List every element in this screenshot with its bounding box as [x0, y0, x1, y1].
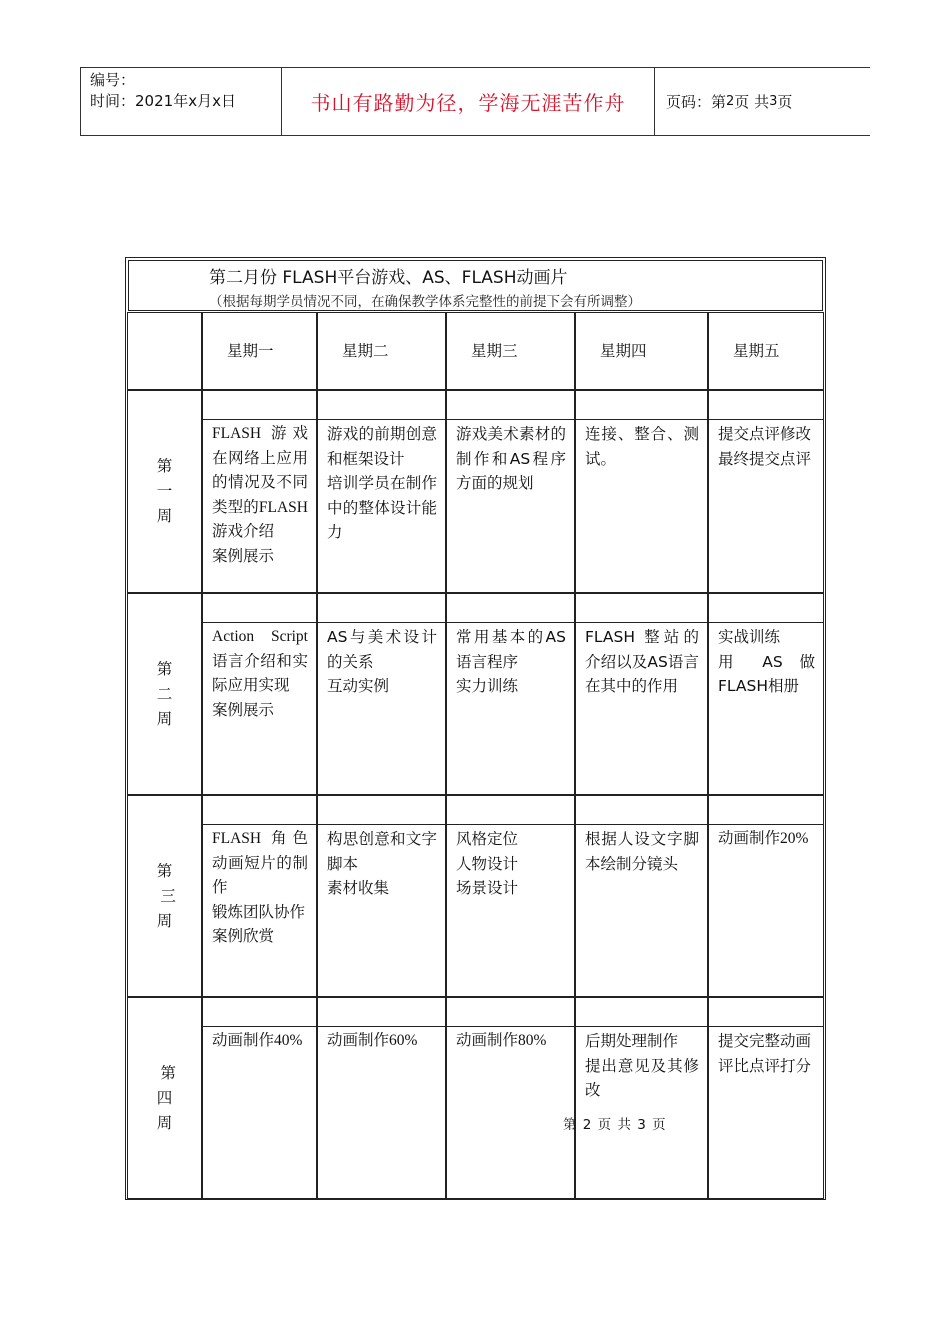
- cell-divider: [447, 622, 574, 623]
- page-mid: 页 共: [734, 93, 770, 111]
- cell-text: 游戏的前期创意和框架设计 培训学员在制作中的整体设计能力: [327, 425, 437, 541]
- schedule-cell-w1-d1: [202, 390, 317, 593]
- schedule-cell-w4-d3: [446, 997, 575, 1199]
- cell-text: 风格定位 人物设计 场景设计: [456, 830, 519, 897]
- cell-text: Action Script语言介绍和实际应用实现 案例展示: [212, 628, 308, 719]
- week-label: 第 三 周: [156, 861, 176, 930]
- number-label: 编号：: [90, 71, 136, 89]
- cell-text: 游戏美术素材的制作和AS程序方面的规划: [456, 425, 566, 492]
- day-label: 星期四: [600, 341, 647, 360]
- cell-divider: [447, 1026, 574, 1027]
- cell-text: FLASH 整站的介绍以及AS语言在其中的作用: [585, 628, 699, 695]
- schedule-cell-w3-d1: [202, 795, 317, 997]
- day-header-3: [446, 312, 575, 390]
- time-line: [90, 91, 281, 112]
- page-label: 页码：第: [666, 93, 727, 111]
- schedule-cell-w3-d5: [708, 795, 824, 997]
- page-indicator: [655, 68, 870, 135]
- schedule-cell-w2-d2: [317, 593, 446, 795]
- cell-divider: [576, 622, 707, 623]
- week-label: 第 二 周: [156, 659, 173, 728]
- schedule-cell-w1-d4: [575, 390, 708, 593]
- day-header-2: [317, 312, 446, 390]
- cell-divider: [447, 419, 574, 420]
- page-footer: 第 2 页 共 3 页: [563, 1117, 667, 1133]
- cell-divider: [203, 622, 316, 623]
- cell-text: 动画制作40%: [212, 1032, 303, 1049]
- cell-text: 实战训练 用 AS 做 FLASH相册: [718, 628, 815, 695]
- cell-text: AS与美术设计的关系 互动实例: [327, 628, 437, 695]
- day-label: 星期五: [733, 341, 780, 360]
- document-header: [80, 67, 870, 136]
- week-label-cell-2: [127, 593, 202, 795]
- cell-divider: [203, 419, 316, 420]
- cell-text: 动画制作60%: [327, 1032, 418, 1049]
- week-label: 第 一 周: [156, 457, 173, 525]
- day-header-5: [708, 312, 824, 390]
- cell-text: 动画制作20%: [718, 830, 809, 847]
- cell-divider: [318, 622, 445, 623]
- day-header-4: [575, 312, 708, 390]
- time-label: 时间：: [90, 92, 136, 110]
- schedule-cell-w2-d3: [446, 593, 575, 795]
- week-label-cell-4: [127, 997, 202, 1199]
- cell-divider: [576, 1026, 707, 1027]
- cell-text: 构思创意和文字脚本 素材收集: [327, 830, 437, 897]
- motto: 书山有路勤为径，学海无涯苦作舟: [282, 68, 655, 135]
- cell-divider: [318, 1026, 445, 1027]
- time-value: 2021年x月x日: [135, 92, 236, 110]
- schedule-cell-w2-d4: [575, 593, 708, 795]
- schedule-cell-w3-d2: [317, 795, 446, 997]
- cell-divider: [318, 419, 445, 420]
- schedule-cell-w4-d2: [317, 997, 446, 1199]
- day-label: 星期三: [471, 341, 518, 360]
- schedule-cell-w1-d3: [446, 390, 575, 593]
- cell-text: 常用基本的AS语言程序 实力训练: [456, 628, 566, 695]
- schedule-cell-w3-d4: [575, 795, 708, 997]
- cell-divider: [576, 824, 707, 825]
- page-end: 页: [777, 93, 793, 111]
- cell-text: 根据人设文字脚本绘制分镜头: [585, 830, 699, 873]
- day-label: 星期一: [227, 341, 274, 360]
- week-label-cell-1: [127, 390, 202, 593]
- cell-divider: [709, 419, 823, 420]
- schedule-cell-w1-d5: [708, 390, 824, 593]
- cell-text: FLASH 角色动画短片的制作 锻炼团队协作 案例欣赏: [212, 830, 308, 945]
- cell-divider: [203, 1026, 316, 1027]
- cell-divider: [576, 419, 707, 420]
- schedule-cell-w4-d4: [575, 997, 708, 1199]
- page-number: 2: [726, 94, 735, 109]
- cell-text: FLASH 游戏在网络上应用的情况及不同类型的FLASH游戏介绍 案例展示: [212, 425, 308, 565]
- day-label: 星期二: [342, 341, 389, 360]
- cell-text: 提交完整动画 评比点评打分: [718, 1032, 812, 1075]
- schedule-table: [125, 257, 826, 1200]
- schedule-cell-w4-d1: [202, 997, 317, 1199]
- cell-divider: [203, 824, 316, 825]
- day-header-1: [202, 312, 317, 390]
- cell-text: 后期处理制作 提出意见及其修改: [585, 1032, 699, 1099]
- cell-divider: [447, 824, 574, 825]
- corner-cell: [127, 312, 202, 390]
- cell-divider: [318, 824, 445, 825]
- cell-text: 动画制作80%: [456, 1032, 547, 1049]
- schedule-cell-w4-d5: [708, 997, 824, 1199]
- cell-divider: [709, 622, 823, 623]
- table-title: 第二月份 FLASH平台游戏、AS、FLASH动画片: [209, 268, 568, 288]
- week-label: 第 四 周: [156, 1063, 176, 1132]
- schedule-cell-w2-d1: [202, 593, 317, 795]
- cell-text: 连接、整合、测试。: [585, 425, 699, 468]
- schedule-cell-w3-d3: [446, 795, 575, 997]
- page-total: 3: [769, 94, 778, 109]
- table-note: （根据每期学员情况不同，在确保教学体系完整性的前提下会有所调整）: [209, 294, 641, 310]
- table-caption: [128, 260, 823, 311]
- header-meta: [81, 68, 282, 135]
- week-label-cell-3: [127, 795, 202, 997]
- cell-divider: [709, 824, 823, 825]
- schedule-cell-w2-d5: [708, 593, 824, 795]
- cell-text: 提交点评修改 最终提交点评: [718, 425, 812, 468]
- cell-divider: [709, 1026, 823, 1027]
- schedule-cell-w1-d2: [317, 390, 446, 593]
